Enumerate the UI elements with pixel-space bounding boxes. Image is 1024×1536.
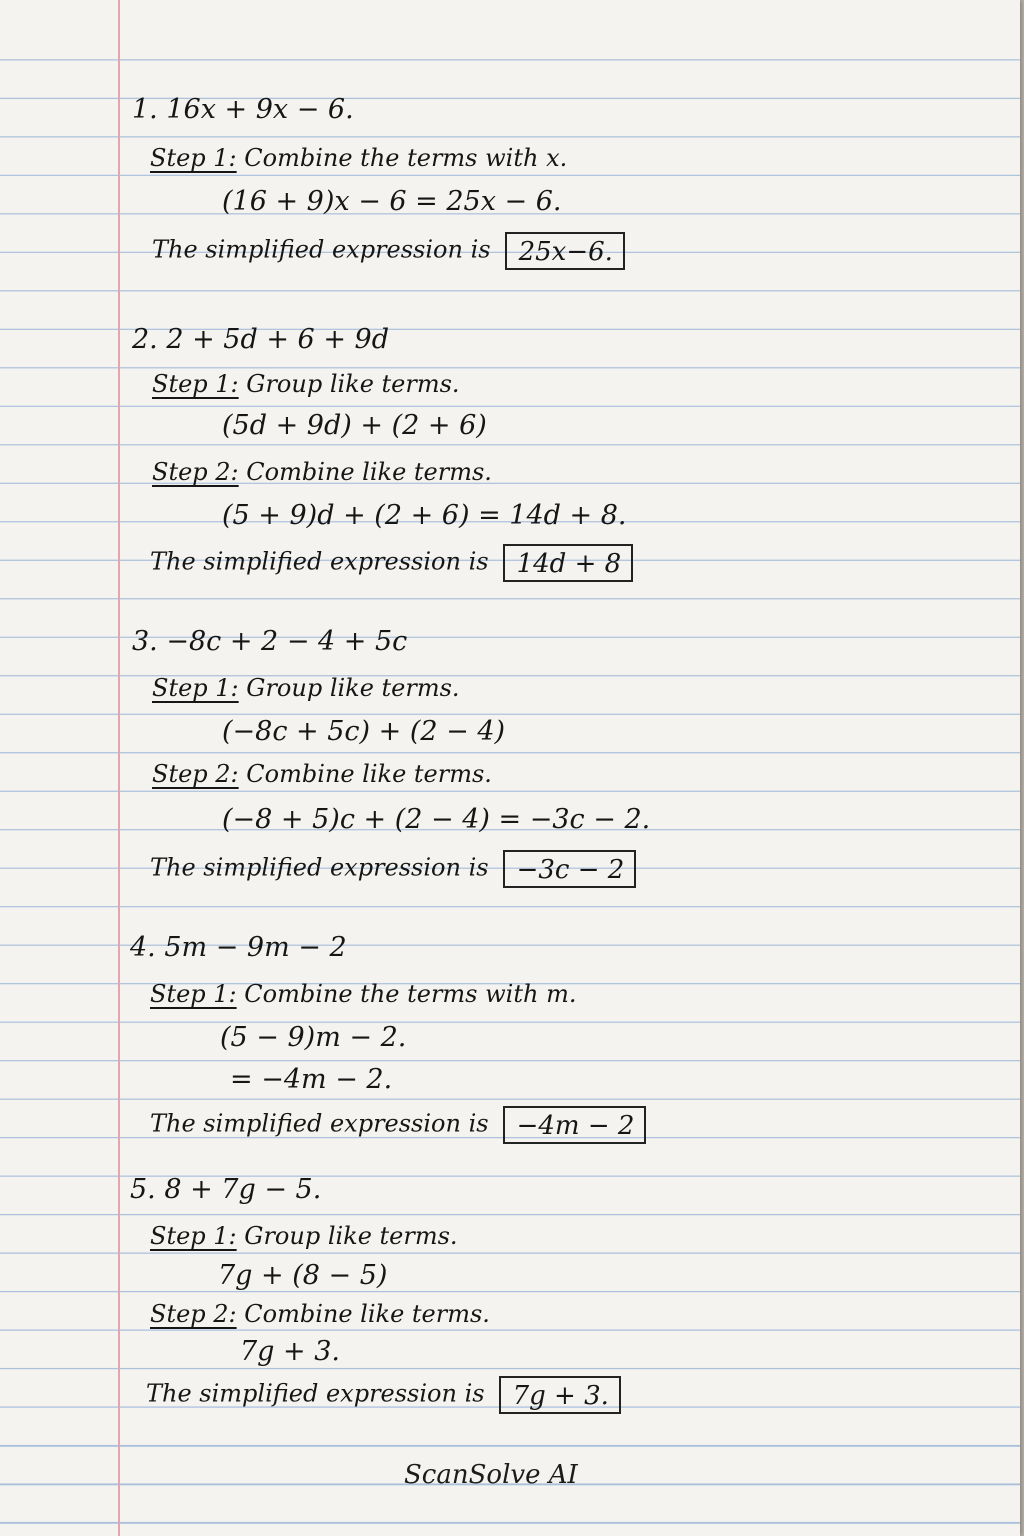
step-label: Step 2: — [152, 458, 239, 486]
work-line: 7g + (8 − 5) — [218, 1260, 388, 1291]
work-line: (5 − 9)m − 2. — [220, 1022, 407, 1053]
problem-heading: 5. 8 + 7g − 5. — [130, 1174, 322, 1205]
work-line: 7g + 3. — [240, 1336, 341, 1367]
answer-prefix: The simplified expression is — [152, 235, 491, 264]
step-label: Step 1: — [152, 674, 239, 702]
answer-box: 25x−6. — [505, 232, 625, 270]
problem-heading: 3. −8c + 2 − 4 + 5c — [132, 626, 408, 657]
work-line: = −4m − 2. — [230, 1064, 393, 1095]
brand-footer: ScanSolve AI — [404, 1460, 578, 1490]
answer-box: −4m − 2 — [503, 1106, 647, 1144]
answer-prefix: The simplified expression is — [150, 853, 489, 882]
step-text: Combine the terms with m. — [236, 980, 577, 1008]
answer-box: −3c − 2 — [503, 850, 637, 888]
work-line: (5 + 9)d + (2 + 6) = 14d + 8. — [222, 500, 627, 531]
answer-prefix: The simplified expression is — [146, 1379, 485, 1408]
work-line: (−8 + 5)c + (2 − 4) = −3c − 2. — [222, 804, 651, 835]
step-line — [152, 760, 492, 788]
step-text: Combine like terms. — [238, 458, 492, 486]
step-text: Combine like terms. — [238, 760, 492, 788]
answer-line — [146, 1376, 621, 1414]
answer-line — [150, 850, 636, 888]
step-line — [150, 144, 567, 172]
step-line — [150, 1222, 458, 1250]
step-text: Combine the terms with x. — [236, 144, 568, 172]
step-label: Step 2: — [152, 760, 239, 788]
step-line — [150, 980, 576, 1008]
work-line: (16 + 9)x − 6 = 25x − 6. — [222, 186, 562, 217]
work-line: (5d + 9d) + (2 + 6) — [222, 410, 487, 441]
margin-line — [118, 0, 120, 1536]
step-label: Step 1: — [150, 144, 237, 172]
step-text: Combine like terms. — [236, 1300, 490, 1328]
problem-heading: 1. 16x + 9x − 6. — [132, 94, 354, 125]
step-label: Step 1: — [150, 1222, 237, 1250]
step-text: Group like terms. — [236, 1222, 458, 1250]
answer-prefix: The simplified expression is — [150, 547, 489, 576]
answer-line — [150, 1106, 646, 1144]
problem-heading: 4. 5m − 9m − 2 — [130, 932, 347, 963]
work-line: (−8c + 5c) + (2 − 4) — [222, 716, 506, 747]
step-line — [152, 458, 492, 486]
step-line — [152, 370, 460, 398]
step-text: Group like terms. — [238, 674, 460, 702]
step-line — [152, 674, 460, 702]
answer-box: 7g + 3. — [499, 1376, 621, 1414]
step-line — [150, 1300, 490, 1328]
problem-heading: 2. 2 + 5d + 6 + 9d — [132, 324, 389, 355]
answer-line — [152, 232, 625, 270]
step-label: Step 1: — [152, 370, 239, 398]
step-label: Step 1: — [150, 980, 237, 1008]
answer-prefix: The simplified expression is — [150, 1109, 489, 1138]
answer-box: 14d + 8 — [503, 544, 634, 582]
step-label: Step 2: — [150, 1300, 237, 1328]
answer-line — [150, 544, 633, 582]
step-text: Group like terms. — [238, 370, 460, 398]
